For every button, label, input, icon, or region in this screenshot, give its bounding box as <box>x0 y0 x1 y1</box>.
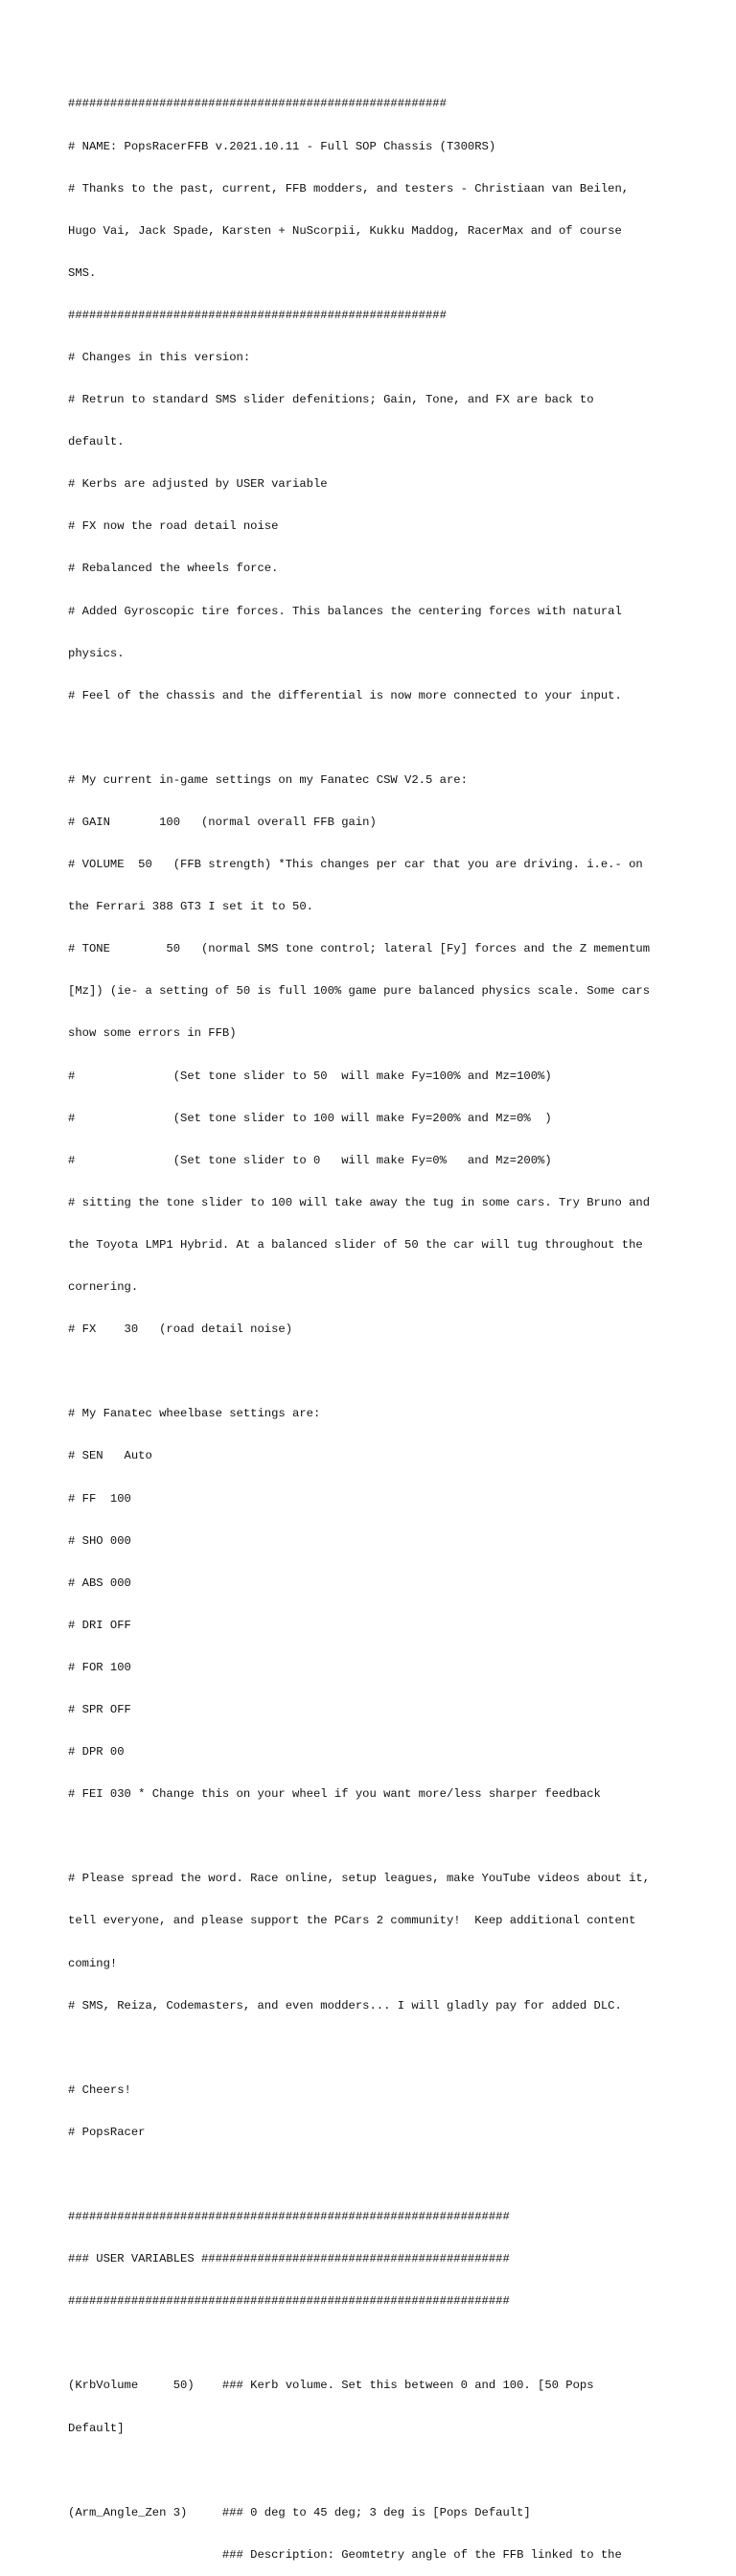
doc-line <box>68 1365 681 1379</box>
doc-line: # SHO 000 <box>68 1533 131 1548</box>
doc-line: the Ferrari 388 GT3 I set it to 50. <box>68 900 313 914</box>
doc-line: # Thanks to the past, current, FFB modders, and testers - Christiaan van Beilen, <box>68 181 630 196</box>
doc-line: # ABS 000 <box>68 1576 131 1590</box>
doc-line: tell everyone, and please support the PCars 2 community! Keep additional content <box>68 1914 636 1928</box>
ffb-config-document <box>68 69 681 2576</box>
doc-line <box>68 2336 681 2351</box>
doc-line: # (Set tone slider to 0 will make Fy=0% and Mz=200%) <box>68 1153 552 1167</box>
doc-line: ############################################################### <box>68 2294 510 2309</box>
doc-line: # SEN Auto <box>68 1449 152 1463</box>
doc-line: Default] <box>68 2421 125 2435</box>
doc-line: # Please spread the word. Race online, setup leagues, make YouTube videos about it, <box>68 1872 651 1886</box>
doc-line: physics. <box>68 646 125 660</box>
doc-line: ###################################################### <box>68 308 447 322</box>
doc-line: # GAIN 100 (normal overall FFB gain) <box>68 816 377 829</box>
doc-line: ############################################################### <box>68 2210 510 2224</box>
doc-line <box>68 1829 681 1844</box>
doc-line: # FOR 100 <box>68 1660 131 1674</box>
doc-line: (Arm_Angle_Zen 3) ### 0 deg to 45 deg; 3 deg is [Pops Default] <box>68 2505 531 2519</box>
doc-line: # SPR OFF <box>68 1702 131 1716</box>
doc-line: default. <box>68 435 125 449</box>
doc-line: # sitting the tone slider to 100 will take away the tug in some cars. Try Bruno and <box>68 1195 651 1209</box>
doc-line <box>68 2041 681 2056</box>
doc-line: cornering. <box>68 1280 139 1295</box>
doc-line: # (Set tone slider to 50 will make Fy=100% and Mz=100%) <box>68 1069 552 1083</box>
doc-line: # My current in-game settings on my Fanatec CSW V2.5 are: <box>68 772 468 787</box>
doc-line <box>68 2464 681 2478</box>
doc-line: (KrbVolume 50) ### Kerb volume. Set this between 0 and 100. [50 Pops <box>68 2379 594 2393</box>
doc-line: coming! <box>68 1956 118 1970</box>
doc-line: the Toyota LMP1 Hybrid. At a balanced slider of 50 the car will tug throughout the <box>68 1237 643 1252</box>
doc-line: # FX now the road detail noise <box>68 519 279 534</box>
doc-line: # Rebalanced the wheels force. <box>68 562 279 576</box>
doc-line: # Added Gyroscopic tire forces. This balances the centering forces with natural <box>68 604 622 618</box>
doc-line: # Kerbs are adjusted by USER variable <box>68 477 328 492</box>
doc-line: # (Set tone slider to 100 will make Fy=200% and Mz=0% ) <box>68 1111 552 1125</box>
doc-line: ### Description: Geomtetry angle of the FFB linked to the <box>68 2547 622 2562</box>
doc-line: ### USER VARIABLES ############################################ <box>68 2252 510 2266</box>
doc-line: # FX 30 (road detail noise) <box>68 1322 293 1337</box>
doc-line: ###################################################### <box>68 97 447 111</box>
doc-line: # NAME: PopsRacerFFB v.2021.10.11 - Full SOP Chassis (T300RS) <box>68 139 496 153</box>
doc-line: # Cheers! <box>68 2082 131 2097</box>
doc-line: # Retrun to standard SMS slider defenitions; Gain, Tone, and FX are back to <box>68 393 594 407</box>
doc-line: # PopsRacer <box>68 2125 146 2139</box>
doc-line: # FF 100 <box>68 1491 131 1506</box>
doc-line: # My Fanatec wheelbase settings are: <box>68 1407 321 1421</box>
doc-line: Hugo Vai, Jack Spade, Karsten + NuScorpii, Kukku Maddog, RacerMax and of course <box>68 223 622 238</box>
doc-line <box>68 731 681 746</box>
doc-line: # SMS, Reiza, Codemasters, and even modders... I will gladly pay for added DLC. <box>68 1998 622 2012</box>
doc-line: # DRI OFF <box>68 1618 131 1632</box>
doc-line: [Mz]) (ie- a setting of 50 is full 100% game pure balanced physics scale. Some cars <box>68 984 651 999</box>
doc-line: # VOLUME 50 (FFB strength) *This changes per car that you are driving. i.e.- on <box>68 858 643 872</box>
doc-line <box>68 2168 681 2182</box>
doc-line: # Changes in this version: <box>68 350 251 364</box>
doc-line: # FEI 030 * Change this on your wheel if you want more/less sharper feedback <box>68 1787 601 1802</box>
doc-line: SMS. <box>68 265 97 280</box>
doc-line: show some errors in FFB) <box>68 1026 237 1041</box>
doc-line: # Feel of the chassis and the differential is now more connected to your input. <box>68 688 622 702</box>
doc-line: # DPR 00 <box>68 1745 125 1760</box>
doc-line: # TONE 50 (normal SMS tone control; lateral [Fy] forces and the Z mementum <box>68 942 651 956</box>
